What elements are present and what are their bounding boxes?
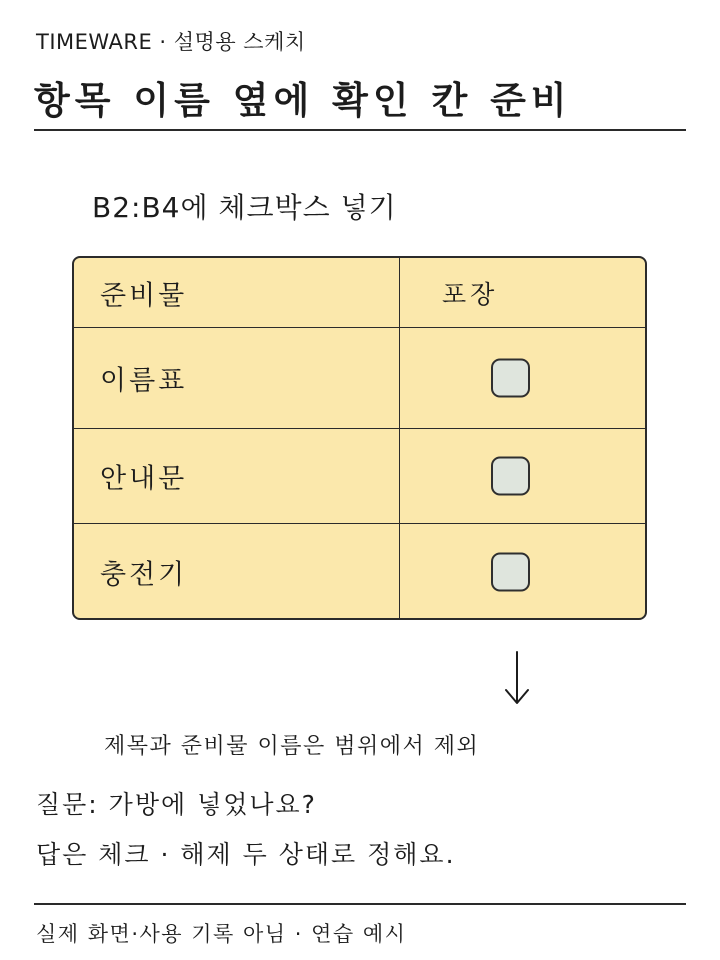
spreadsheet-table — [72, 256, 647, 620]
bottom-divider — [34, 903, 686, 905]
down-arrow-icon — [500, 650, 534, 706]
checkbox[interactable] — [491, 457, 530, 496]
note-text: 제목과 준비물 이름은 범위에서 제외 — [104, 734, 480, 759]
page-title: 항목 이름 옆에 확인 칸 준비 — [34, 79, 572, 122]
column-divider — [399, 258, 400, 618]
question-text: 질문: 가방에 넣었나요? — [36, 790, 317, 819]
item-name-cell[interactable]: 충전기 — [100, 559, 188, 590]
table-row — [74, 328, 645, 429]
answer-text: 답은 체크 · 해제 두 상태로 정해요. — [36, 840, 456, 869]
header-brand: TIMEWARE · 설명용 스케치 — [36, 30, 306, 54]
table-row — [74, 429, 645, 524]
column-header-packed[interactable]: 포장 — [442, 279, 499, 309]
top-divider — [34, 129, 686, 131]
header-row — [74, 258, 645, 328]
table-row — [74, 524, 645, 620]
footer-caption: 실제 화면·사용 기록 아님 · 연습 예시 — [36, 922, 407, 946]
checkbox[interactable] — [491, 359, 530, 398]
checkbox[interactable] — [491, 552, 530, 591]
instruction-text: B2:B4에 체크박스 넣기 — [92, 191, 397, 224]
column-header-items[interactable]: 준비물 — [100, 280, 188, 311]
item-name-cell[interactable]: 안내문 — [100, 463, 188, 495]
item-name-cell[interactable]: 이름표 — [100, 365, 188, 397]
